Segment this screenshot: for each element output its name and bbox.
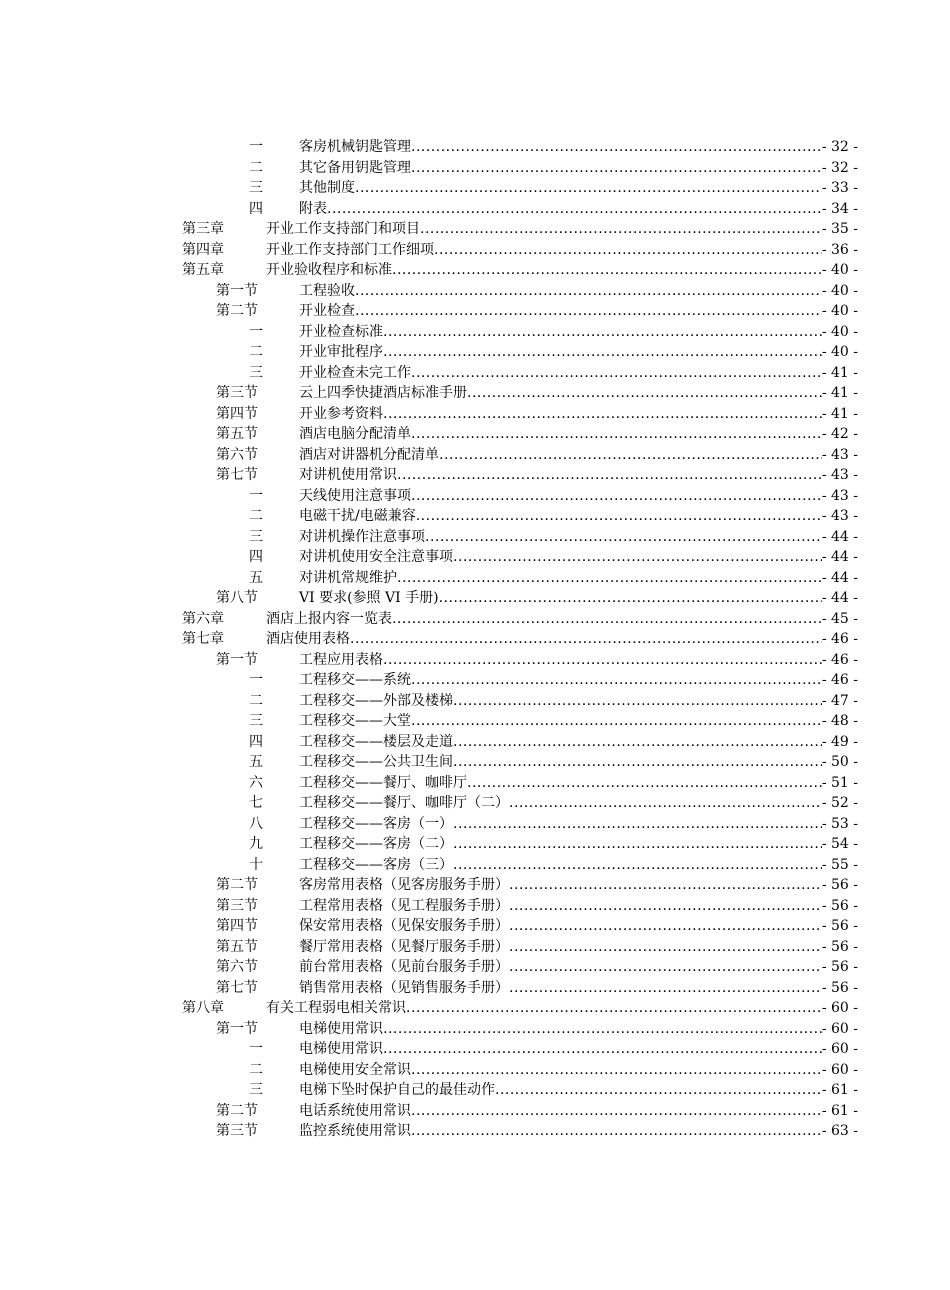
dot-leader (439, 588, 822, 609)
toc-entry[interactable] (182, 445, 858, 466)
toc-entry-page: - 43 - (821, 467, 858, 483)
toc-entry-title: 有关工程弱电相关常识 (266, 1000, 406, 1016)
toc-entry-page: - 40 - (821, 303, 858, 319)
toc-entry-line (299, 199, 858, 220)
toc-entry-line (299, 855, 858, 876)
toc-entry[interactable] (182, 178, 858, 199)
toc-entry-title: 工程移交——餐厅、咖啡厅（二） (299, 795, 509, 811)
toc-entry-line (299, 1039, 858, 1060)
toc-entry[interactable] (182, 629, 858, 650)
toc-entry-page: - 56 - (821, 897, 858, 914)
toc-entry-title: 工程移交——外部及楼梯 (299, 692, 453, 709)
toc-entry-line (299, 896, 858, 917)
toc-entry-line (299, 363, 858, 384)
toc-entry-line (299, 445, 858, 466)
toc-entry-line (299, 301, 858, 322)
toc-entry-title: 天线使用注意事项 (299, 487, 411, 504)
dot-leader (350, 629, 822, 650)
toc-entry-page: - 52 - (821, 795, 858, 811)
toc-entry[interactable] (182, 998, 858, 1019)
toc-entry-title: 客房常用表格（见客房服务手册） (299, 877, 509, 893)
toc-entry-line (299, 650, 858, 671)
toc-entry[interactable] (182, 1039, 858, 1060)
dot-leader (355, 301, 822, 322)
dot-leader (397, 465, 822, 486)
toc-entry[interactable] (182, 486, 858, 507)
toc-entry-line (299, 281, 858, 302)
toc-entry[interactable] (182, 834, 858, 855)
dot-leader (411, 1121, 822, 1142)
toc-entry-number: 第三节 (216, 1123, 258, 1139)
toc-entry-page: - 43 - (821, 487, 858, 504)
toc-entry[interactable] (182, 896, 858, 917)
toc-entry-number: 第四节 (216, 405, 258, 422)
toc-entry-title: 工程移交——楼层及走道 (299, 733, 453, 750)
toc-entry-number: 第三节 (216, 385, 258, 401)
toc-entry-title: 云上四季快捷酒店标准手册 (299, 385, 467, 401)
toc-entry[interactable] (182, 855, 858, 876)
toc-entry-number: 六 (249, 774, 263, 791)
toc-entry-page: - 34 - (821, 200, 858, 217)
toc-entry-line (299, 1121, 858, 1142)
toc-entry-page: - 32 - (821, 139, 858, 155)
dot-leader (453, 814, 822, 835)
toc-entry-line (299, 916, 858, 937)
dot-leader (416, 506, 822, 527)
toc-entry-page: - 51 - (821, 774, 858, 791)
dot-leader (453, 834, 822, 855)
dot-leader (411, 158, 822, 179)
toc-entry-number: 四 (249, 549, 263, 565)
toc-entry-number: 第二节 (216, 1102, 258, 1119)
toc-entry-number: 三 (249, 180, 263, 196)
toc-entry-page: - 50 - (821, 754, 858, 770)
toc-entry-line (299, 383, 858, 404)
toc-entry[interactable] (182, 711, 858, 732)
toc-entry-page: - 48 - (821, 713, 858, 729)
toc-entry-page: - 36 - (821, 241, 858, 258)
toc-entry-title: 电梯使用常识 (299, 1041, 383, 1057)
toc-entry-line (299, 137, 858, 158)
toc-entry-line (266, 609, 858, 630)
dot-leader (355, 178, 822, 199)
dot-leader (453, 752, 822, 773)
toc-entry[interactable] (182, 978, 858, 999)
toc-entry-line (299, 588, 858, 609)
toc-entry-line (299, 506, 858, 527)
toc-entry-number: 第六节 (216, 959, 258, 975)
toc-entry-title: 开业验收程序和标准 (266, 262, 392, 278)
toc-entry[interactable] (182, 568, 858, 589)
toc-entry-title: 电话系统使用常识 (299, 1102, 411, 1119)
toc-entry-title: 工程验收 (299, 282, 355, 299)
toc-entry-title: 开业检查标准 (299, 323, 383, 340)
dot-leader (411, 1101, 822, 1122)
toc-entry[interactable] (182, 1080, 858, 1101)
toc-entry-title: 工程移交——公共卫生间 (299, 754, 453, 770)
dot-leader (392, 609, 822, 630)
toc-entry[interactable] (182, 1101, 858, 1122)
toc-entry[interactable] (182, 301, 858, 322)
dot-leader (509, 957, 822, 978)
dot-leader (420, 219, 822, 240)
toc-entry[interactable] (182, 793, 858, 814)
toc-entry-line (266, 260, 858, 281)
toc-entry-number: 十 (249, 856, 263, 873)
dot-leader (509, 896, 822, 917)
toc-entry[interactable] (182, 670, 858, 691)
toc-entry-number: 第五节 (216, 426, 258, 442)
toc-entry-page: - 41 - (821, 405, 858, 422)
dot-leader (453, 732, 822, 753)
toc-entry[interactable] (182, 1121, 858, 1142)
toc-entry-title: 对讲机常规维护 (299, 569, 397, 586)
toc-entry-number: 一 (249, 323, 263, 340)
toc-entry[interactable] (182, 957, 858, 978)
toc-entry-title: 工程移交——客房（二） (299, 836, 453, 852)
toc-entry-line (299, 793, 858, 814)
toc-entry-line (299, 834, 858, 855)
toc-entry-number: 第四节 (216, 918, 258, 934)
toc-entry-line (299, 342, 858, 363)
toc-entry[interactable] (182, 588, 858, 609)
toc-entry-title: 工程移交——餐厅、咖啡厅 (299, 774, 467, 791)
toc-entry-title: 开业检查未完工作 (299, 364, 411, 381)
toc-entry-page: - 56 - (821, 918, 858, 934)
dot-leader (509, 793, 822, 814)
toc-entry-line (299, 1080, 858, 1101)
toc-entry-line (299, 404, 858, 425)
toc-entry[interactable] (182, 527, 858, 548)
toc-entry-number: 三 (249, 364, 263, 381)
toc-entry[interactable] (182, 609, 858, 630)
toc-entry-line (299, 937, 858, 958)
toc-entry[interactable] (182, 404, 858, 425)
toc-entry[interactable] (182, 424, 858, 445)
toc-entry-page: - 49 - (821, 733, 858, 750)
toc-entry[interactable] (182, 383, 858, 404)
toc-entry-title: 工程常用表格（见工程服务手册） (299, 897, 509, 914)
toc-entry-number: 第一节 (216, 651, 258, 668)
toc-entry-line (299, 465, 858, 486)
toc-entry-page: - 56 - (821, 877, 858, 893)
toc-entry-number: 三 (249, 528, 263, 545)
toc-entry-number: 八 (249, 815, 263, 832)
toc-entry-page: - 60 - (821, 1061, 858, 1078)
toc-entry-number: 第八章 (182, 1000, 224, 1016)
toc-entry-page: - 41 - (821, 364, 858, 381)
toc-entry[interactable] (182, 732, 858, 753)
toc-entry-number: 第二节 (216, 877, 258, 893)
toc-entry-page: - 44 - (821, 528, 858, 545)
toc-entry-page: - 35 - (821, 221, 858, 237)
toc-entry-number: 第一节 (216, 282, 258, 299)
toc-entry-number: 四 (249, 733, 263, 750)
toc-entry[interactable] (182, 322, 858, 343)
toc-entry-page: - 44 - (821, 549, 858, 565)
toc-entry-page: - 54 - (821, 836, 858, 852)
toc-entry-number: 一 (249, 487, 263, 504)
toc-entry-line (299, 178, 858, 199)
toc-entry-number: 七 (249, 795, 263, 811)
dot-leader (411, 137, 822, 158)
toc-entry-page: - 56 - (821, 959, 858, 975)
toc-entry-number: 五 (249, 569, 263, 586)
toc-entry-line (299, 322, 858, 343)
toc-entry-page: - 63 - (821, 1123, 858, 1139)
toc-entry-number: 第五节 (216, 938, 258, 955)
dot-leader (383, 322, 822, 343)
toc-entry[interactable] (182, 814, 858, 835)
toc-entry-title: 电梯使用常识 (299, 1020, 383, 1037)
toc-entry-page: - 60 - (821, 1041, 858, 1057)
dot-leader (392, 260, 822, 281)
toc-entry-line (266, 240, 858, 261)
toc-entry-page: - 61 - (821, 1082, 858, 1098)
toc-entry[interactable] (182, 240, 858, 261)
dot-leader (411, 486, 822, 507)
toc-entry[interactable] (182, 1019, 858, 1040)
toc-entry-page: - 47 - (821, 692, 858, 709)
toc-entry-line (299, 424, 858, 445)
toc-entry-title: 开业工作支持部门和项目 (266, 221, 420, 237)
toc-entry[interactable] (182, 219, 858, 240)
toc-entry-title: 对讲机使用常识 (299, 467, 397, 483)
toc-entry-number: 一 (249, 139, 263, 155)
toc-entry-number: 九 (249, 836, 263, 852)
toc-entry-title: 电梯使用安全常识 (299, 1061, 411, 1078)
dot-leader (453, 855, 822, 876)
dot-leader (383, 342, 822, 363)
toc-entry-title: 开业检查 (299, 303, 355, 319)
toc-entry-number: 三 (249, 713, 263, 729)
toc-entry-page: - 44 - (821, 569, 858, 586)
toc-entry-page: - 44 - (821, 590, 858, 606)
toc-entry-line (299, 527, 858, 548)
toc-entry[interactable] (182, 691, 858, 712)
toc-entry-line (299, 875, 858, 896)
toc-entry-page: - 40 - (821, 282, 858, 299)
toc-entry-line (299, 752, 858, 773)
toc-entry-number: 一 (249, 672, 263, 688)
toc-entry-page: - 40 - (821, 262, 858, 278)
toc-entry-line (299, 1101, 858, 1122)
toc-entry-title: 对讲机操作注意事项 (299, 528, 425, 545)
dot-leader (509, 875, 822, 896)
toc-entry-number: 第五章 (182, 262, 224, 278)
toc-entry-page: - 55 - (821, 856, 858, 873)
dot-leader (467, 773, 822, 794)
toc-entry-page: - 43 - (821, 508, 858, 524)
toc-entry-title: 工程移交——大堂 (299, 713, 411, 729)
toc-entry[interactable] (182, 465, 858, 486)
toc-entry-page: - 61 - (821, 1102, 858, 1119)
toc-entry-line (299, 814, 858, 835)
toc-entry[interactable] (182, 281, 858, 302)
toc-entry-line (299, 1060, 858, 1081)
toc-entry[interactable] (182, 137, 858, 158)
toc-entry-page: - 56 - (821, 979, 858, 996)
dot-leader (327, 199, 822, 220)
toc-entry-number: 第三节 (216, 897, 258, 914)
dot-leader (411, 711, 822, 732)
toc-entry-title: 附表 (299, 200, 327, 217)
toc-entry-line (266, 998, 858, 1019)
toc-entry-number: 第六章 (182, 610, 224, 627)
dot-leader (425, 527, 822, 548)
toc-entry[interactable] (182, 260, 858, 281)
toc-entry-title: 餐厅常用表格（见餐厅服务手册） (299, 938, 509, 955)
toc-entry-line (299, 957, 858, 978)
toc-entry[interactable] (182, 547, 858, 568)
dot-leader (383, 1019, 822, 1040)
toc-entry-page: - 40 - (821, 323, 858, 340)
toc-entry-line (299, 1019, 858, 1040)
toc-entry-title: 开业审批程序 (299, 344, 383, 360)
dot-leader (453, 691, 822, 712)
toc-entry-page: - 41 - (821, 385, 858, 401)
toc-entry-line (299, 158, 858, 179)
toc-entry-line (299, 711, 858, 732)
toc-entry-page: - 56 - (821, 938, 858, 955)
table-of-contents (182, 137, 858, 1142)
toc-entry-number: 五 (249, 754, 263, 770)
dot-leader (434, 240, 822, 261)
toc-entry-line (266, 219, 858, 240)
toc-entry[interactable] (182, 650, 858, 671)
toc-entry-number: 第四章 (182, 241, 224, 258)
toc-entry-line (299, 773, 858, 794)
toc-entry-number: 第三章 (182, 221, 224, 237)
toc-entry-page: - 40 - (821, 344, 858, 360)
toc-entry-title: 对讲机使用安全注意事项 (299, 549, 453, 565)
toc-entry-number: 第一节 (216, 1020, 258, 1037)
toc-entry-title: 开业工作支持部门工作细项 (266, 241, 434, 258)
toc-entry[interactable] (182, 875, 858, 896)
toc-entry-number: 二 (249, 344, 263, 360)
dot-leader (509, 916, 822, 937)
dot-leader (397, 568, 822, 589)
toc-entry-title: 开业参考资料 (299, 405, 383, 422)
dot-leader (509, 937, 822, 958)
toc-entry-number: 二 (249, 159, 263, 176)
toc-entry-number: 二 (249, 1061, 263, 1078)
toc-entry-title: 销售常用表格（见销售服务手册） (299, 979, 509, 996)
toc-entry-page: - 53 - (821, 815, 858, 832)
toc-entry-line (299, 691, 858, 712)
dot-leader (509, 978, 822, 999)
dot-leader (406, 998, 822, 1019)
toc-entry-page: - 45 - (821, 610, 858, 627)
dot-leader (411, 1060, 822, 1081)
toc-entry-number: 四 (249, 200, 263, 217)
toc-entry-number: 三 (249, 1082, 263, 1098)
dot-leader (355, 281, 822, 302)
toc-entry-title: 酒店电脑分配清单 (299, 426, 411, 442)
toc-entry-number: 一 (249, 1041, 263, 1057)
toc-entry-number: 二 (249, 692, 263, 709)
dot-leader (453, 547, 822, 568)
toc-entry-title: VI 要求(参照 VI 手册) (299, 590, 439, 606)
toc-entry-page: - 60 - (821, 1000, 858, 1016)
toc-entry-page: - 32 - (821, 159, 858, 176)
toc-entry-line (299, 568, 858, 589)
toc-entry[interactable] (182, 773, 858, 794)
toc-entry-title: 电磁干扰/电磁兼容 (299, 508, 416, 524)
toc-entry[interactable] (182, 199, 858, 220)
dot-leader (411, 424, 822, 445)
dot-leader (383, 1039, 822, 1060)
toc-entry-page: - 60 - (821, 1020, 858, 1037)
toc-entry-number: 二 (249, 508, 263, 524)
toc-entry-title: 酒店对讲器机分配清单 (299, 446, 439, 463)
toc-entry-page: - 33 - (821, 180, 858, 196)
toc-entry[interactable] (182, 752, 858, 773)
toc-entry-page: - 46 - (821, 672, 858, 688)
toc-entry[interactable] (182, 916, 858, 937)
toc-entry-title: 工程移交——客房（三） (299, 856, 453, 873)
toc-entry-title: 其它备用钥匙管理 (299, 159, 411, 176)
toc-entry-title: 监控系统使用常识 (299, 1123, 411, 1139)
toc-entry-line (299, 732, 858, 753)
dot-leader (383, 650, 822, 671)
toc-entry-number: 第二节 (216, 303, 258, 319)
toc-entry-page: - 46 - (821, 651, 858, 668)
toc-entry[interactable] (182, 937, 858, 958)
toc-entry-number: 第七节 (216, 467, 258, 483)
toc-entry-page: - 46 - (821, 631, 858, 647)
dot-leader (411, 363, 822, 384)
toc-entry-title: 保安常用表格（见保安服务手册） (299, 918, 509, 934)
toc-entry[interactable] (182, 342, 858, 363)
dot-leader (495, 1080, 822, 1101)
toc-entry-page: - 42 - (821, 426, 858, 442)
toc-entry-number: 第八节 (216, 590, 258, 606)
toc-entry[interactable] (182, 506, 858, 527)
toc-entry-number: 第七节 (216, 979, 258, 996)
toc-entry-title: 客房机械钥匙管理 (299, 139, 411, 155)
toc-entry-line (266, 629, 858, 650)
toc-entry-number: 第七章 (182, 631, 224, 647)
toc-entry-title: 其他制度 (299, 180, 355, 196)
toc-entry-title: 工程应用表格 (299, 651, 383, 668)
toc-entry-line (299, 978, 858, 999)
dot-leader (467, 383, 822, 404)
toc-entry-title: 工程移交——系统 (299, 672, 411, 688)
toc-entry-page: - 43 - (821, 446, 858, 463)
toc-entry-number: 第六节 (216, 446, 258, 463)
toc-entry-title: 前台常用表格（见前台服务手册） (299, 959, 509, 975)
toc-entry-line (299, 670, 858, 691)
dot-leader (383, 404, 822, 425)
toc-entry[interactable] (182, 158, 858, 179)
toc-entry-line (299, 486, 858, 507)
dot-leader (411, 670, 822, 691)
dot-leader (439, 445, 822, 466)
toc-entry-title: 酒店上报内容一览表 (266, 610, 392, 627)
toc-entry[interactable] (182, 1060, 858, 1081)
toc-entry-title: 酒店使用表格 (266, 631, 350, 647)
toc-entry-title: 工程移交——客房（一） (299, 815, 453, 832)
toc-entry[interactable] (182, 363, 858, 384)
toc-entry-line (299, 547, 858, 568)
toc-entry-title: 电梯下坠时保护自己的最佳动作 (299, 1082, 495, 1098)
